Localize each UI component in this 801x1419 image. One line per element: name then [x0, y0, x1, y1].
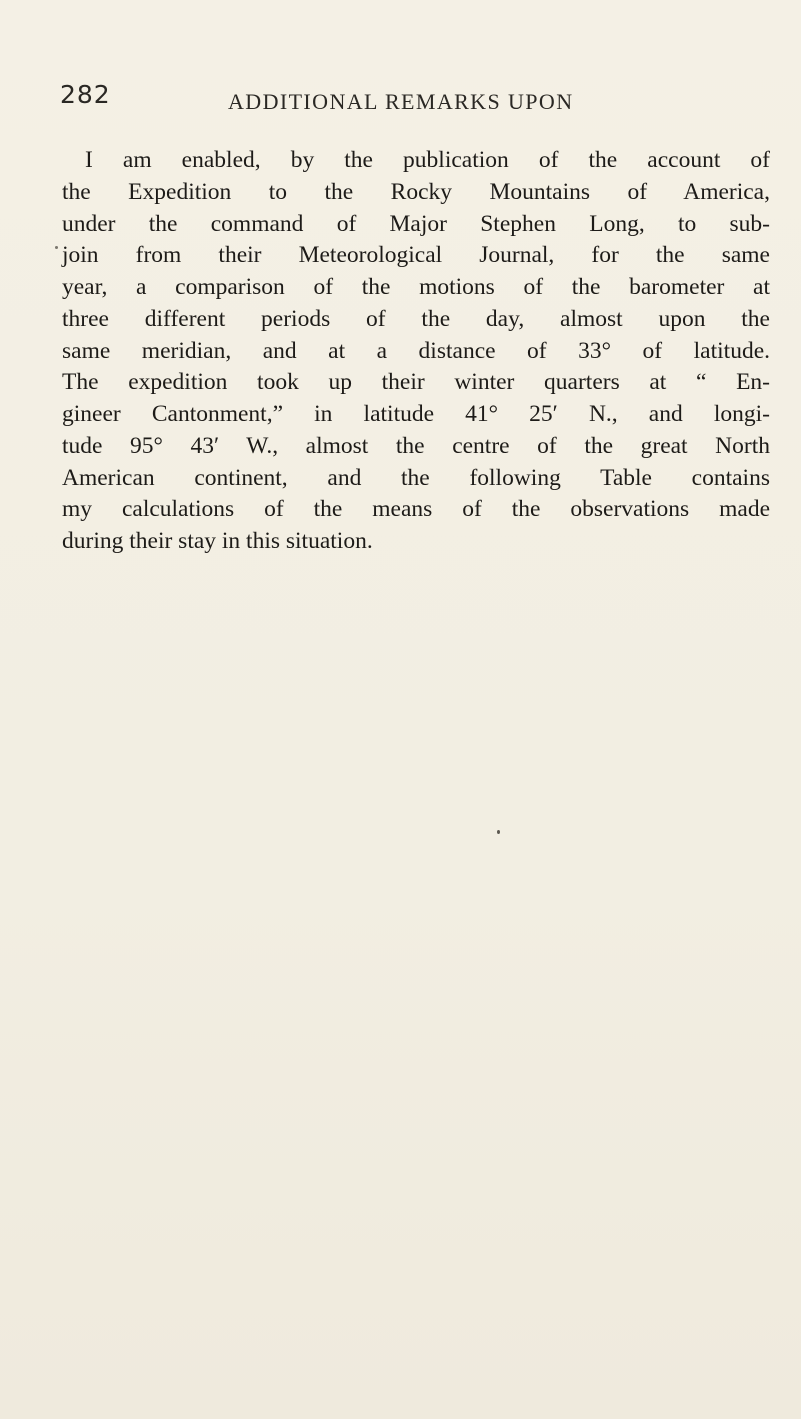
running-head: ADDITIONAL REMARKS UPON — [228, 89, 574, 114]
paragraph-line: tude 95° 43′ W., almost the centre of the great North — [62, 432, 770, 459]
paragraph-line: join from their Meteorological Journal, for the same — [62, 242, 770, 269]
paragraph-line: my calculations of the means of the observations made — [62, 496, 770, 523]
paragraph-line: under the command of Major Stephen Long, to sub- — [62, 210, 770, 237]
paragraph-line: year, a comparison of the motions of the barometer at — [62, 274, 770, 300]
paper-speck — [497, 830, 500, 834]
paragraph-line: same meridian, and at a distance of 33° of latitude. — [62, 337, 770, 364]
paragraph-line: I am enabled, by the publication of the account of — [85, 147, 770, 173]
margin-speck — [55, 246, 58, 249]
paragraph-line: the Expedition to the Rocky Mountains of America, — [62, 178, 770, 205]
paragraph-line: gineer Cantonment,” in latitude 41° 25′ N., and longi- — [62, 401, 770, 427]
body-paragraph — [62, 145, 770, 558]
paragraph-line: during their stay in this situation. — [62, 528, 373, 554]
paragraph-line: three different periods of the day, almost upon the — [62, 305, 770, 332]
page-number: 282 — [60, 80, 111, 109]
paragraph-line: The expedition took up their winter quarters at “ En- — [62, 369, 770, 396]
paragraph-line: American continent, and the following Table contains — [62, 464, 770, 491]
